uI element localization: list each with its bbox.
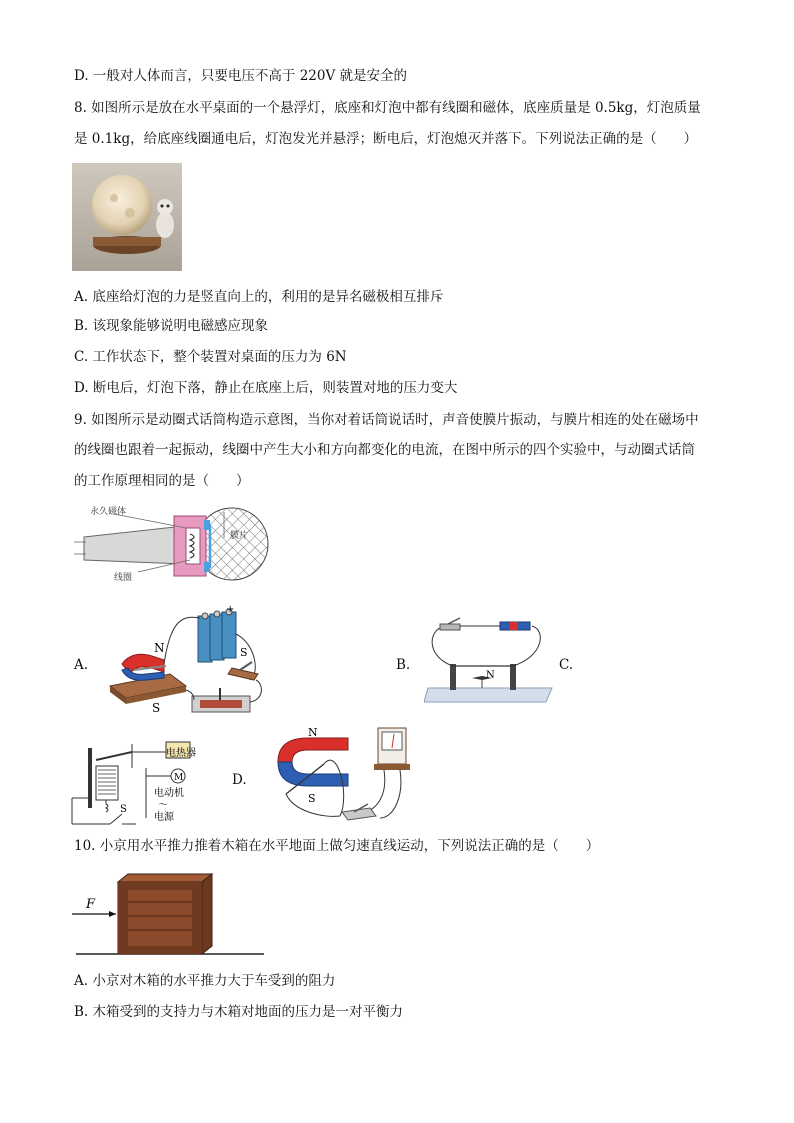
q8-option-a: A. 底座给灯泡的力是竖直向上的，利用的是异名磁极相互排斥 <box>74 289 444 305</box>
q9-option-a-label: A. <box>74 657 89 673</box>
fig-c-motor-symbol: M <box>174 773 184 783</box>
fig-d-s-label: S <box>308 792 316 805</box>
fig-d-induction-experiment <box>264 726 414 830</box>
q8-stem-line2: 是 0.1kg，给底座线圈通电后，灯泡发光并悬浮；断电后，灯泡熄灭并落下。下列说法正确的是（ ） <box>74 131 698 147</box>
q10-stem: 10. 小京用水平推力推着木箱在水平地面上做匀速直线运动，下列说法正确的是（ ） <box>74 838 600 854</box>
q9-stem-line1: 9. 如图所示是动圈式话筒构造示意图，当你对着话筒说话时，声音使膜片振动，与膜片相连的处在磁场中 <box>74 412 699 428</box>
q10-option-a: A. 小京对木箱的水平推力大于车受到的阻力 <box>74 973 336 989</box>
q10-wooden-crate-figure <box>72 868 268 958</box>
q8-option-b: B. 该现象能够说明电磁感应现象 <box>74 318 269 334</box>
fig-a-plus-label: + <box>226 604 235 615</box>
fig-c-heater-label: 电热器 <box>166 748 196 759</box>
dynamic-microphone-diagram <box>74 502 274 584</box>
force-f-label: F <box>86 897 96 912</box>
q8-option-d: D. 断电后，灯泡下落，静止在底座上后，则装置对地的压力变大 <box>74 380 458 396</box>
q9-stem-line2: 的线圈也跟着一起振动，线圈中产生大小和方向都变化的电流，在图中所示的四个实验中，与动圈式话筒 <box>74 442 695 458</box>
fig-a-switch-label: S <box>240 646 248 659</box>
fig-c-relay-circuit <box>66 738 226 834</box>
q8-stem-line1: 8. 如图所示是放在水平桌面的一个悬浮灯，底座和灯泡中都有线圈和磁体，底座质量是 0.5kg，灯泡质量 <box>74 100 701 116</box>
fig-b-oersted-experiment <box>424 616 554 710</box>
fig-c-source-label: 电源 <box>154 812 174 823</box>
q9-option-c-label: C. <box>559 657 574 673</box>
q9-stem-line3: 的工作原理相同的是（ ） <box>74 473 250 489</box>
levitating-lamp-photo <box>72 163 182 271</box>
q9-option-b-label: B. <box>396 657 411 673</box>
mic-coil-label: 线圈 <box>114 573 133 583</box>
q8-option-c: C. 工作状态下，整个装置对桌面的压力为 6N <box>74 349 347 365</box>
fig-a-s-label: S <box>152 701 161 715</box>
mic-diaphragm-label: 膜片 <box>230 531 249 541</box>
fig-c-motor-label: 电动机 <box>154 788 184 799</box>
mic-magnet-label: 永久磁体 <box>90 507 127 517</box>
fig-c-switch-label: S <box>120 804 127 815</box>
fig-b-n-label: N <box>486 670 495 681</box>
fig-a-n-label: N <box>154 641 165 655</box>
fig-c-ac-label: ～ <box>158 800 168 811</box>
q9-option-d-label: D. <box>232 772 247 788</box>
fig-a-motor-experiment <box>100 604 270 744</box>
q10-option-b: B. 木箱受到的支持力与木箱对地面的压力是一对平衡力 <box>74 1004 404 1020</box>
q7-option-d: D. 一般对人体而言，只要电压不高于 220V 就是安全的 <box>74 68 408 84</box>
fig-d-n-label: N <box>308 726 318 739</box>
